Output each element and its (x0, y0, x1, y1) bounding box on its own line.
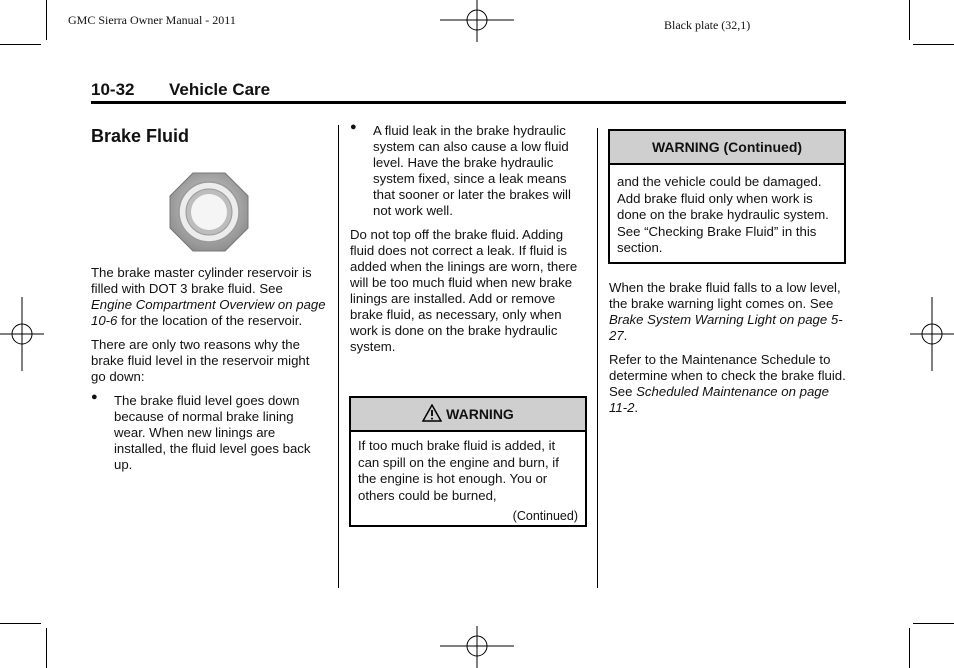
brake-fluid-cap-icon (169, 172, 249, 252)
paragraph-reasons: There are only two reasons why the brake fluid level in the reservoir might go down: (91, 337, 310, 384)
registration-mark-left-icon (0, 297, 44, 371)
paragraph-warning-light: When the brake fluid falls to a low level, the brake warning light comes on. See Brake System Warning Light on page 5-27. (609, 280, 843, 343)
warning-continued-body: and the vehicle could be damaged. Add brake fluid only when work is done on the brake hydraulic system. See “Checking Brake Fluid” in this section. (617, 174, 829, 255)
registration-mark-bottom-icon (440, 626, 514, 668)
registration-mark-top-icon (440, 0, 514, 44)
header-rule (91, 101, 846, 104)
warning-body: If too much brake fluid is added, it can spill on the engine and burn, if the engine is hot enough. You or others could be burned, (358, 438, 559, 503)
bullet-icon: ● (350, 121, 357, 133)
paragraph-reservoir: The brake master cylinder reservoir is filled with DOT 3 brake fluid. See Engine Compartment Overview on page 10-6 for the location of the reservoir. (91, 265, 326, 328)
paragraph-maintenance: Refer to the Maintenance Schedule to determine when to check the brake fluid. See Scheduled Maintenance on page 11-2. (609, 352, 846, 415)
warning-box (349, 396, 587, 527)
list-item: ● The brake fluid level goes down because of normal brake lining wear. When new linings are installed, the fluid level goes back up. (91, 391, 311, 472)
section-header (91, 80, 270, 100)
warning-continued-box (608, 129, 846, 264)
warning-title: WARNING (446, 406, 514, 422)
warning-continued-header: WARNING (Continued) (610, 131, 844, 165)
column-1 (91, 265, 327, 481)
page-number: 10-32 (91, 80, 135, 99)
registration-mark-right-icon (910, 297, 954, 371)
plate-label: Black plate (32,1) (664, 18, 751, 32)
bullet-icon: ● (91, 391, 98, 403)
link-brake-warning-light[interactable]: Brake System Warning Light on page 5-27 (609, 312, 843, 343)
section-title: Vehicle Care (169, 80, 271, 99)
continued-label: (Continued) (512, 509, 578, 523)
column-3 (609, 280, 847, 424)
warning-triangle-icon (422, 404, 442, 422)
column-divider (597, 128, 598, 588)
column-2 (350, 123, 588, 363)
column-divider (338, 125, 339, 588)
link-scheduled-maintenance[interactable]: Scheduled Maintenance on page 11-2 (609, 384, 829, 415)
manual-title: GMC Sierra Owner Manual - 2011 (68, 13, 236, 27)
link-engine-compartment[interactable]: Engine Compartment Overview on page 10-6 (91, 297, 326, 328)
page-title: Brake Fluid (91, 126, 190, 146)
warning-header (351, 398, 585, 432)
paragraph-top-off: Do not top off the brake fluid. Adding fluid does not correct a leak. If fluid is added when the linings are worn, there will be too much fluid when new brake linings are installed. Add or remove brake fluid, as necessary, only when work is done on the brake hydraulic system. (350, 227, 578, 354)
list-item: ● A fluid leak in the brake hydraulic system can also cause a low fluid level. Have the brake hydraulic system fixed, since a leak means that sooner or later the brakes will not work well. (350, 121, 571, 218)
